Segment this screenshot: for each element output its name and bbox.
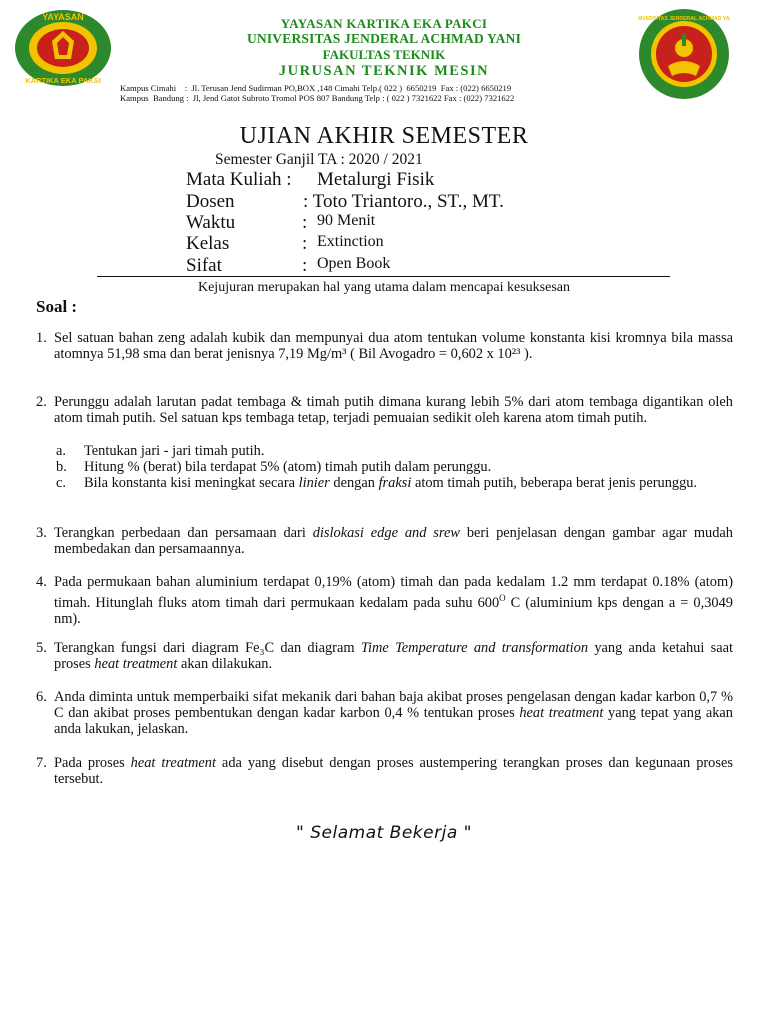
- label-dosen: Dosen: [186, 191, 235, 212]
- colon-kelas: :: [302, 233, 308, 254]
- value-sifat: Open Book: [317, 255, 391, 272]
- faculty-name: FAKULTAS TEKNIK: [322, 47, 446, 62]
- university-name: UNIVERSITAS JENDERAL ACHMAD YANI: [246, 31, 522, 46]
- sub-question-b: [56, 459, 733, 475]
- sub-text: Hitung % (berat) bila terdapat 5% (atom) timah putih dalam perunggu.: [84, 459, 492, 475]
- text-fragment: Bila konstanta kisi meningkat secara: [84, 475, 299, 491]
- question-4: [36, 574, 733, 627]
- foundation-name: YAYASAN KARTIKA EKA PAKCI: [280, 16, 488, 31]
- question-5: [36, 640, 733, 672]
- campus-cimahi-address: Kampus Cimahi : Jl. Terusan Jend Sudirman PO,BOX ,148 Cimahi Telp.( 022 ) 6650219 Fax : (022) 6650219: [120, 83, 512, 93]
- question-text: Perunggu adalah larutan padat tembaga & timah putih dimana kurang lebih 5% dari atom tembaga digantikan oleh atom timah putih. Sel satuan kps tembaga tetap, terjadi pemuaian sedikit oleh karena atom timah putih.: [54, 394, 733, 426]
- question-number: 5.: [36, 640, 47, 656]
- emphasis: heat treatment: [519, 705, 604, 721]
- svg-text:KARTIKA EKA PAKSI: KARTIKA EKA PAKSI: [25, 76, 101, 85]
- colon-sifat: :: [302, 255, 308, 276]
- question-number: 2.: [36, 394, 47, 410]
- superscript: O: [499, 593, 506, 603]
- question-number: 3.: [36, 525, 47, 541]
- question-number: 7.: [36, 755, 47, 771]
- question-text: [54, 755, 733, 787]
- question-2: [36, 394, 733, 426]
- label-sifat: Sifat: [186, 255, 222, 276]
- sub-letter: b.: [56, 459, 67, 475]
- text-fragment: Pada proses: [54, 755, 131, 771]
- question-number: 1.: [36, 330, 47, 346]
- question-number: 6.: [36, 689, 47, 705]
- emphasis: heat treatment: [94, 656, 178, 672]
- motto: Kejujuran merupakan hal yang utama dalam mencapai kesuksesan: [197, 280, 571, 295]
- sub-letter: c.: [56, 475, 66, 491]
- emphasis: dislokasi edge and srew: [312, 525, 460, 541]
- question-number: 4.: [36, 574, 47, 590]
- campus-bandung-address: Kampus Bandung : Jl, Jend Gatot Subroto Tromol POS 807 Bandung Telp : ( 022 ) 7321622 Fax : (022) 7321622: [120, 93, 515, 103]
- text-fragment: C (aluminium kps dengan a = 0,3049 nm).: [54, 594, 733, 627]
- label-mata-kuliah: Mata Kuliah :: [186, 169, 292, 190]
- closing-message: " Selamat Bekerja ": [296, 823, 472, 843]
- emphasis: heat treatment: [130, 755, 216, 771]
- question-7: [36, 755, 733, 787]
- sub-text: [84, 475, 733, 491]
- question-text: Sel satuan bahan zeng adalah kubik dan mempunyai dua atom tentukan volume konstanta kisi kromnya bila massa atomnya 51,98 sma dan berat jenisnya 7,19 Mg/m³ ( Bil Avogadro = 0,602 x 10²³ ).: [54, 330, 733, 362]
- divider-line: [97, 276, 670, 277]
- text-fragment: dengan: [329, 475, 379, 491]
- sub-question-a: [56, 443, 733, 459]
- question-text: [54, 574, 733, 627]
- department-name: JURUSAN TEKNIK MESIN: [278, 63, 490, 79]
- question-text: [54, 640, 733, 672]
- label-kelas: Kelas: [186, 233, 230, 254]
- question-6: [36, 689, 733, 737]
- colon-waktu: :: [302, 212, 308, 233]
- question-text: [54, 525, 733, 557]
- question-1: [36, 330, 733, 362]
- svg-text:UNIVERSITAS JENDERAL ACHMAD YA: UNIVERSITAS JENDERAL ACHMAD YANI: [638, 16, 730, 22]
- emphasis: Time Temperature and transformation: [360, 640, 589, 656]
- soal-heading: Soal :: [36, 297, 78, 316]
- label-waktu: Waktu: [186, 212, 236, 233]
- svg-text:YAYASAN: YAYASAN: [42, 12, 84, 22]
- semester-info: Semester Ganjil TA : 2020 / 2021: [215, 151, 423, 168]
- text-fragment: ada yang disebut dengan proses austempering terangkan proses dan kegunaan proses tersebut.: [54, 755, 733, 787]
- text-fragment: beri penjelasan dengan gambar agar mudah membedakan dan persamaannya.: [54, 525, 733, 557]
- value-mata-kuliah: Metalurgi Fisik: [317, 169, 435, 190]
- emphasis: linier: [298, 475, 330, 491]
- text-fragment: yang tepat yang akan anda lakukan, jelaskan.: [54, 705, 734, 737]
- question-3: [36, 525, 733, 557]
- text-fragment: Terangkan perbedaan dan persamaan dari: [54, 525, 313, 541]
- text-fragment: Terangkan fungsi dari diagram Fe₃C dan diagram: [54, 640, 361, 656]
- text-fragment: akan dilakukan.: [177, 656, 273, 672]
- sub-letter: a.: [56, 443, 66, 459]
- value-waktu: 90 Menit: [317, 212, 376, 229]
- sub-question-c: [56, 475, 733, 491]
- text-fragment: Anda diminta untuk memperbaiki sifat mekanik dari bahan baja akibat proses pengelasan dengan kadar karbon 0,7 % C dan akibat proses pembentukan dengan kadar karbon 0,4 % tentukan proses: [54, 689, 733, 721]
- question-text: [54, 689, 733, 737]
- exam-title: UJIAN AKHIR SEMESTER: [239, 123, 529, 149]
- value-kelas: Extinction: [317, 233, 384, 250]
- text-fragment: Pada permukaan bahan aluminium terdapat 0,19% (atom) timah dan pada kedalam 1.2 mm terdapat 0.18% (atom) timah. Hitunglah fluks atom timah dari permukaan kedalam pada suhu 600: [54, 574, 733, 611]
- sub-text: Tentukan jari - jari timah putih.: [84, 443, 265, 459]
- text-fragment: yang anda ketahui saat proses: [54, 640, 733, 672]
- emphasis: fraksi: [378, 475, 412, 491]
- value-dosen: : Toto Triantoro., ST., MT.: [303, 191, 504, 212]
- text-fragment: atom timah putih, beberapa berat jenis perunggu.: [411, 475, 698, 491]
